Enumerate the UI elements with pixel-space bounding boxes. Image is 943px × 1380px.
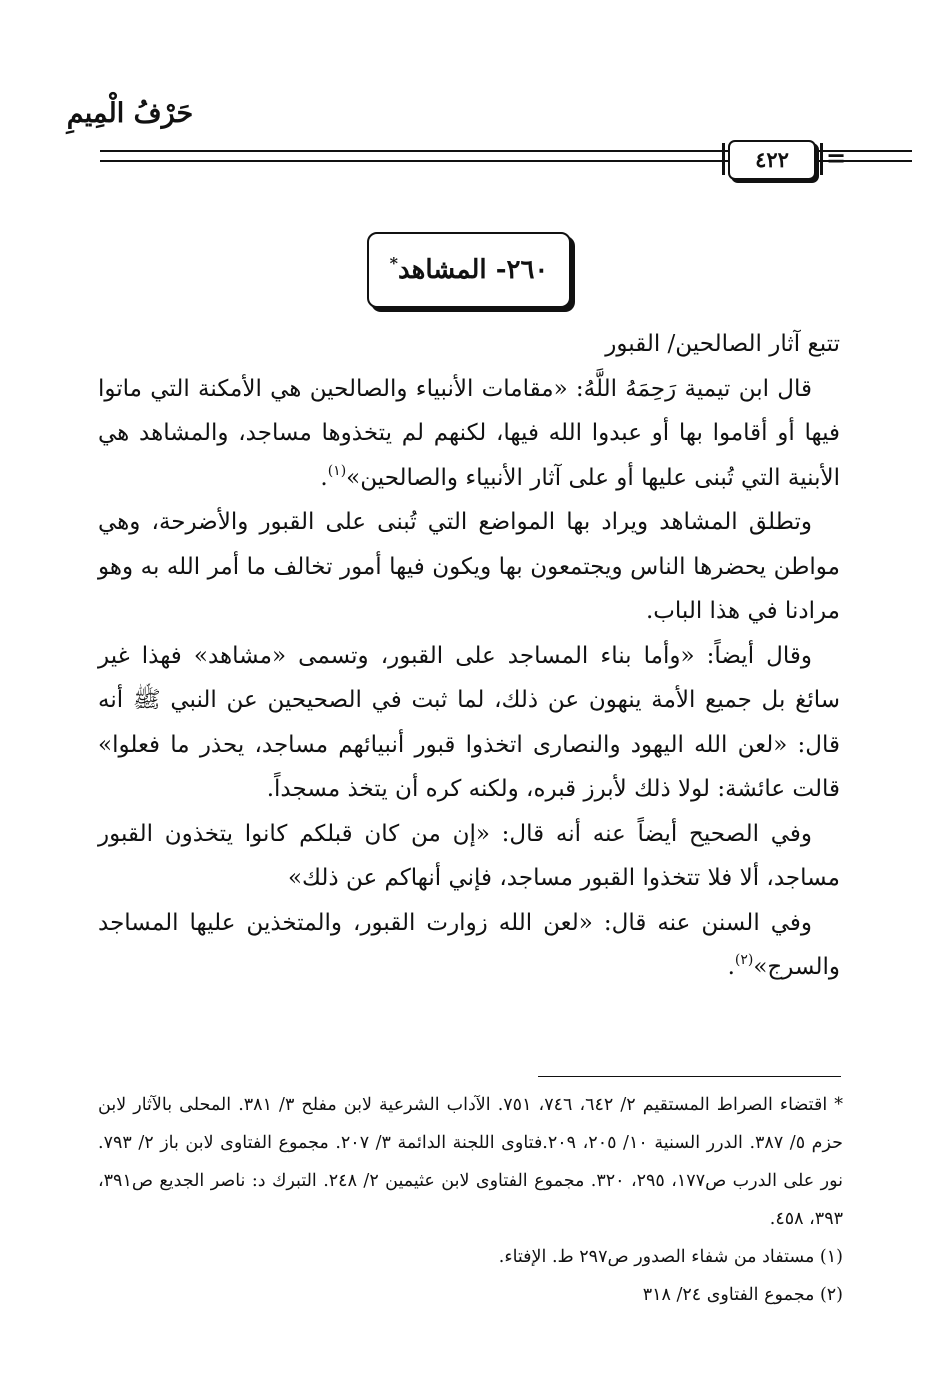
header-edge-mark: = [826, 143, 847, 172]
footnote-ref-1: (١) [327, 462, 347, 479]
page-number: ٤٢٢ [728, 140, 816, 180]
paragraph-1-text: قال ابن تيمية رَحِمَهُ اللَّهُ: «مقامات الأنبياء والصالحين هي الأمكنة التي ماتوا فيها أو أقاموا بها أو عبدوا الله فيها، لكنهم لم يتخذوها مساجد، والمشاهد هي الأبنية التي تُبنى عليها أو على آثار الأنبياء والصالحين» [98, 375, 840, 491]
page-number-side-bar-left [722, 143, 725, 175]
footnote-separator [538, 1076, 841, 1077]
paragraph-2: وتطلق المشاهد ويراد بها المواضع التي تُبنى على القبور والأضرحة، وهي مواطن يحضرها الناس ويجتمعون بها ويكون فيها أمور تخالف ما أمر الله به وهو مرادنا في هذا الباب. [98, 509, 840, 624]
footnote-2: (٢) مجموع الفتاوى ٢٤/ ٣١٨ [642, 1285, 843, 1305]
topic-line: تتبع آثار الصالحين/ القبور [605, 331, 840, 357]
body-text [98, 322, 840, 990]
heading-footnote-mark: * [389, 253, 398, 273]
section-heading-box [367, 232, 571, 308]
paragraph-1-end: . [320, 464, 328, 491]
footnote-1: (١) مستفاد من شفاء الصدور ص٢٩٧ ط. الإفتاء. [498, 1247, 843, 1267]
footnote-ref-2: (٢) [734, 952, 754, 968]
paragraph-5-text: وفي السنن عنه قال: «لعن الله زوارت القبور، والمتخذين عليها المساجد والسرج» [98, 909, 840, 980]
running-title: حَرْفُ الْمِيمِ [66, 98, 194, 129]
paragraph-1 [98, 367, 840, 501]
paragraph-5-end: . [727, 954, 735, 980]
paragraph-5 [98, 901, 840, 990]
section-heading: ٢٦٠- المشاهد [397, 255, 549, 285]
paragraph-3: وقال أيضاً: «وأما بناء المساجد على القبور، وتسمى «مشاهد» فهذا غير سائغ بل جميع الأمة ينهون عن ذلك، لما ثبت في الصحيحين عن النبي ﷺ أنه قال: «لعن الله اليهود والنصارى اتخذوا قبور أنبيائهم مساجد، يحذر ما فعلوا» قالت عائشة: لولا ذلك لأبرز قبره، ولكنه كره أن يتخذ مسجداً. [98, 642, 840, 802]
footnote-star: * اقتضاء الصراط المستقيم ٢/ ٦٤٢، ٧٤٦، ٧٥١. الآداب الشرعية لابن مفلح ٣/ ٣٨١. المحلى بالآثار لابن حزم ٥/ ٣٨٧. الدرر السنية ١٠/ ٢٠٥، ٢٠٩.فتاوى اللجنة الدائمة ٣/ ٢٠٧. مجموع الفتاوى لابن باز ٢/ ٧٩٣. نور على الدرب ص١٧٧، ٢٩٥، ٣٢٠. مجموع الفتاوى لابن عثيمين ٢/ ٢٤٨. التبرك د: ناصر الجديع ص٣٩١، ٣٩٣، ٤٥٨. [98, 1095, 844, 1229]
paragraph-4: وفي الصحيح أيضاً عنه أنه قال: «إن من كان قبلكم كانوا يتخذون القبور مساجد، ألا فلا تتخذوا القبور مساجد، فإني أنهاكم عن ذلك» [98, 820, 840, 891]
page-number-side-bar-right [820, 143, 823, 175]
footnotes [98, 1086, 843, 1314]
